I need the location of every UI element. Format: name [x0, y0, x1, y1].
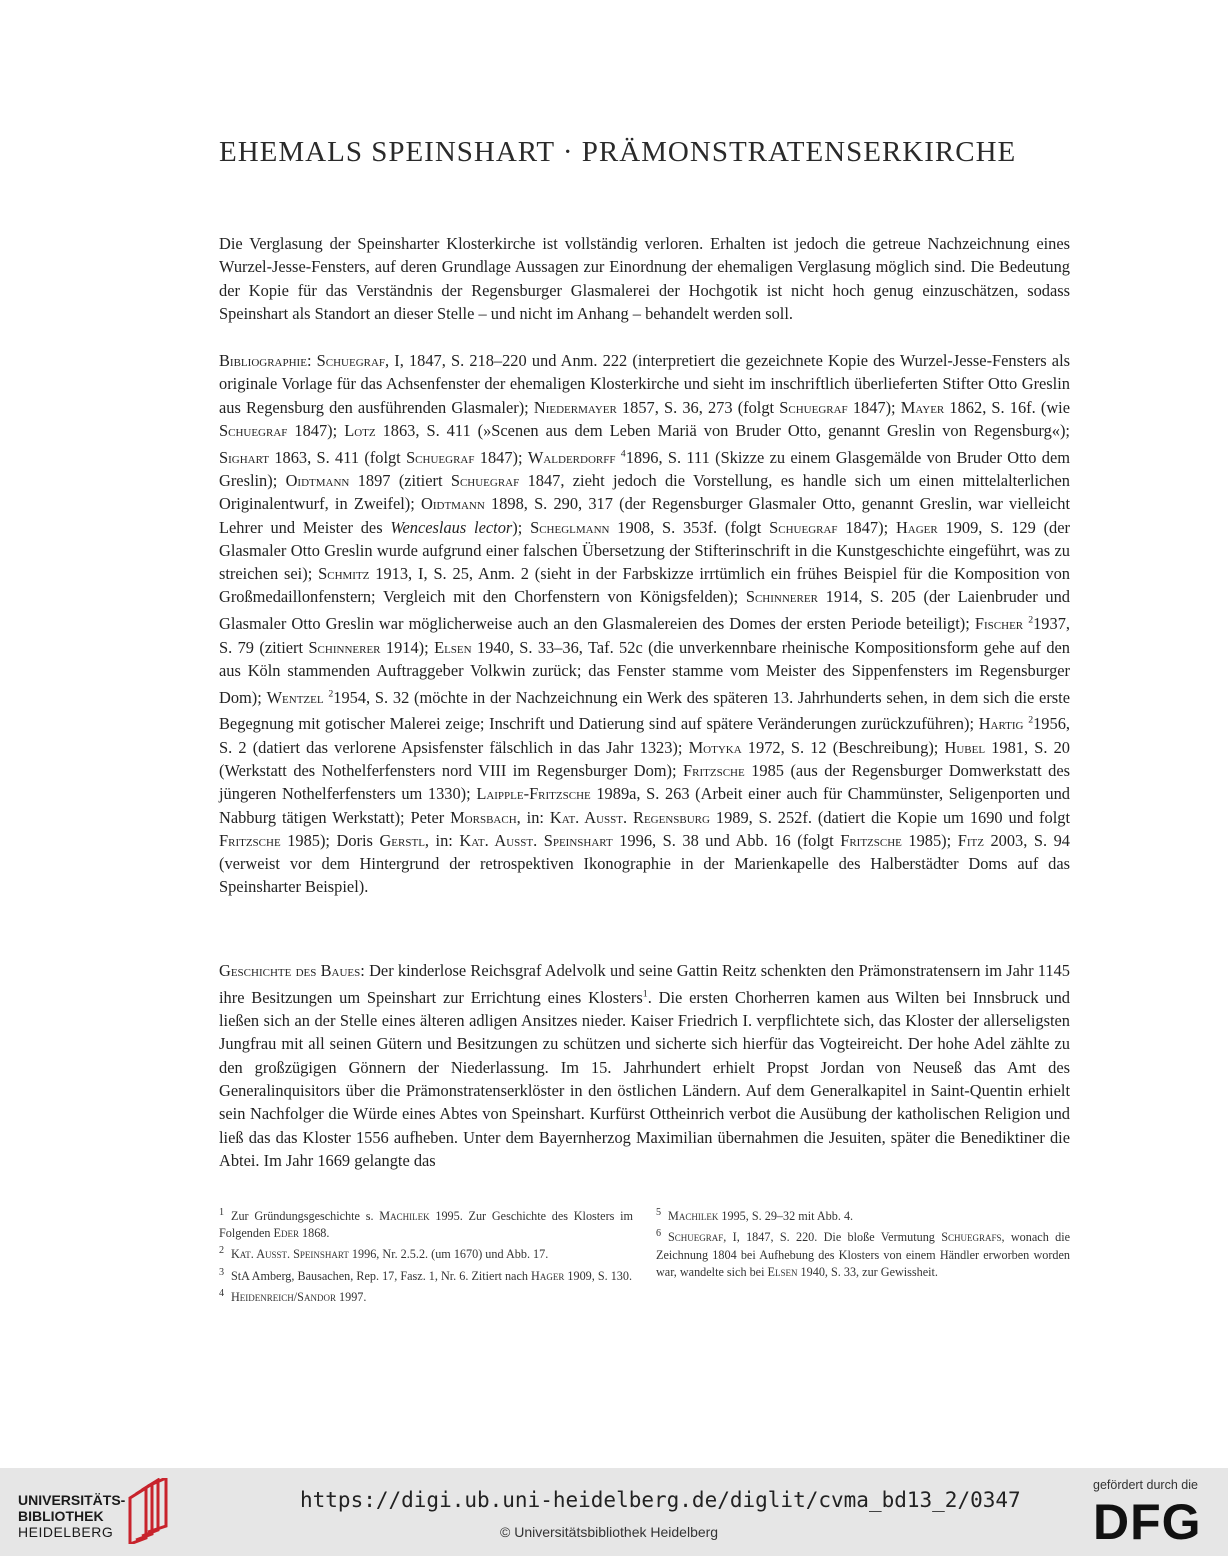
ub-heidelberg-wordmark[interactable]: [18, 1492, 125, 1540]
text-run: 1937, S. 79 (zitiert: [219, 614, 1070, 657]
footnote: [656, 1204, 1070, 1225]
footnote: [219, 1204, 633, 1242]
author-name: Schinnerer: [308, 637, 381, 657]
text-run: StA Amberg, Bausachen, Rep. 17, Fasz. 1, Nr. 6. Zitiert nach: [231, 1268, 532, 1283]
author-name: Mayer: [900, 397, 945, 417]
text-run: 1940, S. 33, zur Gewissheit.: [797, 1264, 938, 1279]
text-run: 1985 (aus der Regensburger Domwerkstatt des jüngeren Nothelferfensters um 1330);: [219, 760, 1071, 804]
footnote-number: 3: [219, 1266, 225, 1278]
superscript: 1: [642, 988, 648, 1000]
author-name: Schuegraf: [779, 397, 848, 417]
text-run: 1985);: [901, 830, 958, 850]
author-name: Laipple-Fritzsche: [476, 784, 591, 804]
superscript: 2: [1028, 714, 1034, 726]
text-run: 1972, S. 12 (Beschreibung);: [741, 737, 945, 757]
bibliography-label: Bibliographie: [219, 351, 307, 370]
author-name: Heidenreich/Sandor: [231, 1290, 336, 1305]
footnote: [219, 1285, 633, 1306]
author-name: Machilek: [379, 1209, 430, 1224]
author-name: Hager: [531, 1268, 565, 1283]
footnote-number: 4: [219, 1288, 225, 1299]
author-name: Kat. Ausst. Speinshart: [231, 1247, 349, 1262]
text-run: );: [512, 517, 531, 537]
text-run: , I, 1847, S. 220. Die bloße Vermutung: [723, 1230, 942, 1245]
text-run: 1897 (zitiert: [349, 470, 451, 490]
text-run: , in:: [516, 807, 550, 827]
text-run: 1868.: [298, 1226, 330, 1241]
text-run: 1908, S. 353f. (folgt: [609, 517, 770, 537]
text-run: 1985); Doris: [280, 830, 380, 850]
author-name: Elsen: [767, 1264, 798, 1279]
author-name: Machilek: [668, 1209, 719, 1224]
author-name: Elsen: [434, 637, 472, 657]
text-run: , in:: [424, 830, 460, 850]
author-name: Schuegraf: [769, 517, 838, 537]
footnotes: [219, 1204, 1070, 1306]
footnote-number: 2: [219, 1245, 225, 1257]
author-name: Gerstl: [379, 830, 425, 850]
author-name: Hager: [895, 517, 938, 537]
text-run: 1913, I, S. 25, Anm. 2 (sieht in der Farbskizze irrtümlich ein frühes Beispiel für die Komposition von Großmedaillonfenstern; Vergleich mit den Chorfenstern von Königsfelden);: [219, 564, 1070, 607]
author-name: Kat. Ausst. Speinshart: [459, 830, 613, 850]
text-run: 1909, S. 129 (der Glasmaler Otto Greslin wurde aufgrund einer falschen Übersetzung der Stifterinschrift in die Kunstgeschichte eingeführt, was zu streichen sei);: [219, 517, 1070, 584]
author-name: Walderdorff: [527, 447, 616, 467]
intro-paragraph: Die Verglasung der Speinsharter Klosterkirche ist vollständig verloren. Erhalten ist jedoch die getreue Nachzeichnung eines Wurzel-Jesse-Fensters, auf deren Grundlage Aussagen zur Einordnung der ehemaligen Verglasung möglich sind. Die Bedeutung der Kopie für das Verständnis der Regensburger Glasmalerei der Hochgotik ist nicht hoch genug einzuschätzen, sodass Speinshart als Standort an dieser Stelle – und nicht im Anhang – behandelt werden soll.: [219, 234, 1070, 323]
text-run: 1847);: [847, 397, 901, 417]
history-text: [219, 961, 1070, 1170]
text-run: 1989a, S. 263 (Arbeit einer auch für Chammünster, Seligenporten und Nabburg tätigen Werkstatt); Peter: [219, 784, 1070, 827]
text-run: 1914, S. 205 (der Laienbruder und Glasmaler Otto Greslin war möglicherweise auch an den Glasmalereien des Domes der ersten Periode beteiligt);: [219, 587, 1071, 634]
footnote: [656, 1225, 1070, 1281]
text-run: Der kinderlose Reichsgraf Adelvolk und seine Gattin Reitz schenkten den Prämonstratensern im Jahr 1145 ihre Besitzungen um Speinshart zur Errichtung eines Klosters: [219, 961, 1070, 1007]
author-name: Motyka: [688, 737, 742, 757]
footnote-number: 5: [656, 1207, 662, 1218]
text-run: 1896, S. 111 (Skizze zu einem Glasgemälde von Bruder Otto dem Greslin);: [219, 447, 1070, 490]
text-run: Zur Gründungsgeschichte s.: [231, 1209, 380, 1224]
text-run: 1940, S. 33–36, Taf. 52c (die unverkennbare rheinische Kompositionsform gehe auf den aus Köln stammenden Auftraggeber Volkwin zurück; das Fenster stamme vom Meister des Sippenfensters im Regensburger Dom);: [219, 637, 1070, 707]
text-run: 1863, S. 411 (folgt: [269, 447, 407, 467]
dfg-caption: gefördert durch die: [1093, 1478, 1198, 1492]
text-run: 1995. Zur Geschichte des Klosters im Folgenden: [219, 1209, 633, 1241]
superscript: 2: [328, 688, 334, 700]
author-name: Scheglmann: [530, 517, 610, 537]
text-run: 1995, S. 29–32 mit Abb. 4.: [718, 1209, 854, 1224]
footnote: [219, 1242, 633, 1263]
page-title: EHEMALS SPEINSHART · PRÄMONSTRATENSERKIRCHE: [219, 136, 1017, 168]
text-run: , I, 1847, S. 218–220 und Anm. 222 (interpretiert die gezeichnete Kopie des Wurzel-Jesse-Fensters als originale Vorlage für das Achsenfenster der ehemaligen Klosterkirche und sieht im inschriftlich überlieferten Stifter Otto Greslin aus Regensburg den ausführenden Glasmaler);: [219, 351, 1071, 417]
copyright-notice: © Universitätsbibliothek Heidelberg: [500, 1524, 719, 1540]
author-name: Hartig: [978, 714, 1024, 734]
text-run: 1898, S. 290, 317 (der Regensburger Glasmaler Otto, genannt Greslin, war vielleicht Lehrer und Meister des: [219, 494, 1070, 537]
superscript: 2: [1028, 614, 1034, 626]
footer-bar: [0, 1468, 1228, 1556]
author-name: Schuegraf: [406, 447, 475, 467]
author-name: Fischer: [974, 614, 1024, 634]
author-name: Schuegrafs: [941, 1230, 1002, 1245]
permalink-url[interactable]: https://digi.ub.uni-heidelberg.de/diglit/cvma_bd13_2/0347: [300, 1488, 1021, 1512]
footnotes-right-column: [656, 1204, 1070, 1306]
text-run: 1863, S. 411 (»Scenen aus dem Leben Mariä von Bruder Otto, genannt Greslin von Regensburg«);: [375, 420, 1070, 440]
text-run: , wonach die Zeichnung 1804 bei Aufhebung des Klosters von einem Händler erworben worden war, wandelte sich bei: [656, 1230, 1070, 1279]
text-run: 1981, S. 20 (Werkstatt des Nothelferfensters nord VIII im Regensburger Dom);: [219, 737, 1070, 780]
text-run: 1847);: [837, 517, 896, 537]
ub-book-logo-icon[interactable]: [124, 1478, 170, 1544]
text-run: 2003, S. 94 (verweist vor dem Hintergrund der retrospektiven Ikonographie in der Marienkapelle des Halberstädter Doms auf das Speinsharter Beispiel).: [219, 830, 1070, 897]
text-run: 1909, S. 130.: [564, 1268, 633, 1283]
text-run: 1997.: [335, 1290, 367, 1305]
author-name: Fitz: [957, 830, 984, 850]
footnote: [219, 1264, 633, 1285]
bibliography-text: [219, 351, 1070, 896]
author-name: Schuegraf: [668, 1230, 724, 1245]
author-name: Morsbach: [450, 807, 517, 827]
author-name: Oidtmann: [285, 470, 350, 490]
bibliography-paragraph: Bibliographie: Schuegraf, I, 1847, S. 218–220 und Anm. 222 (interpretiert die gezeichnete Kopie des Wurzel-Jesse-Fensters als originale Vorlage für das Achsenfenster der ehemaligen Klosterkirche und sieht im inschriftlich überlieferten Stifter Otto Greslin aus Regensburg den ausführenden Glasmaler); Niedermayer 1857, S. 36, 273 (folgt Schuegraf 1847); Mayer 1862, S. 16f. (wie Schuegraf 1847); Lotz 1863, S. 411 (»Scenen aus dem Leben Mariä von Bruder Otto, genannt Greslin von Regensburg«); Sighart 1863, S. 411 (folgt Schuegraf 1847); Walderdorff $^4$1896, S. 111 (Skizze zu einem Glasgemälde von Bruder Otto dem Greslin); Oidtmann 1897 (zitiert Schuegraf 1847, zieht jedoch die Vorstellung, es handle sich um einen mittelalterlichen Originalentwurf, in Zweifel); Oidtmann 1898, S. 290, 317 (der Regensburger Glasmaler Otto, genannt Greslin, war vielleicht Lehrer und Meister des Wenceslaus lector); Scheglmann 1908, S. 353f. (folgt Schuegraf 1847); Hager 1909, S. 129 (der Glasmaler Otto Greslin wurde aufgrund einer falschen Übersetzung der Stifterinschrift in die Kunstgeschichte eingeführt, was zu streichen sei); Schmitz 1913, I, S. 25, Anm. 2 (sieht in der Farbskizze irrtümlich ein frühes Beispiel für die Komposition von Großmedaillonfenstern; Vergleich mit den Chorfenstern von Königsfelden); Schinnerer 1914, S. 205 (der Laienbruder und Glasmaler Otto Greslin war möglicherweise auch an den Glasmalereien des Domes der ersten Periode beteiligt); Fischer $^2$1937, S. 79 (zitiert Schinnerer 1914); Elsen 1940, S. 33–36, Taf. 52c (die unverkennbare rheinische Kompositionsform gehe auf den aus Köln stammenden Auftraggeber Volkwin zurück; das Fenster stamme vom Meister des Sippenfensters im Regensburger Dom); Wentzel $^2$1954, S. 32 (möchte in der Nachzeichnung ein Werk des späteren 13. Jahrhunderts sehen, in dem sich die erste Begegnung mit gotischer Malerei zeige; Inschrift und Datierung sind auf spätere Veränderungen zurückzuführen); Hartig $^2$1956, S. 2 (datiert das verlorene Apsisfenster fälschlich in das Jahr 1323); Motyka 1972, S. 12 (Beschreibung); Hubel 1981, S. 20 (Werkstatt des Nothelferfensters nord VIII im Regensburger Dom); Fritzsche 1985 (aus der Regensburger Domwerkstatt des jüngeren Nothelferfensters um 1330); Laipple-Fritzsche 1989a, S. 263 (Arbeit einer auch für Chammünster, Seligenporten und Nabburg tätigen Werkstatt); Peter Morsbach, in: Kat. Ausst. Regensburg 1989, S. 252f. (datiert die Kopie um 1690 und folgt Fritzsche 1985); Doris Gerstl, in: Kat. Ausst. Speinshart 1996, S. 38 und Abb. 16 (folgt Fritzsche 1985); Fitz 2003, S. 94 (verweist vor dem Hintergrund der retrospektiven Ikonographie in der Marienkapelle des Halberstädter Doms auf das Speinsharter Beispiel).: [219, 351, 1071, 897]
italic-text: Wenceslaus lector: [390, 517, 513, 537]
author-name: Oidtmann: [421, 494, 485, 514]
ub-line-2: BIBLIOTHEK: [18, 1508, 104, 1524]
text-run: 1862, S. 16f. (wie: [944, 397, 1070, 417]
text-run: 1847);: [287, 420, 345, 440]
ub-line-1: UNIVERSITÄTS-: [18, 1492, 126, 1508]
text-run: 1956, S. 2 (datiert das verlorene Apsisfenster fälschlich in das Jahr 1323);: [219, 714, 1070, 757]
footnotes-left-column: [219, 1204, 633, 1306]
text-run: 1914);: [380, 637, 435, 657]
dfg-logo[interactable]: DFG: [1093, 1494, 1202, 1550]
author-name: Hubel: [944, 737, 986, 757]
author-name: Wentzel: [266, 687, 324, 707]
text-run: 1954, S. 32 (möchte in der Nachzeichnung ein Werk des späteren 13. Jahrhunderts sehen, in dem sich die erste Begegnung mit gotischer Malerei zeige; Inschrift und Datierung sind auf spätere Veränderungen zurückzuführen);: [219, 687, 1070, 734]
superscript: 4: [620, 448, 626, 460]
author-name: Fritzsche: [219, 830, 281, 850]
author-name: Schuegraf: [219, 420, 288, 440]
footnote-number: 6: [656, 1228, 662, 1240]
author-name: Eder: [273, 1226, 299, 1241]
author-name: Fritzsche: [683, 760, 745, 780]
ub-line-3: HEIDELBERG: [18, 1524, 114, 1540]
author-name: Schmitz: [318, 564, 370, 584]
text-run: 1996, Nr. 2.5.2. (um 1670) und Abb. 17.: [348, 1247, 549, 1262]
author-name: Lotz: [344, 420, 376, 440]
history-label: Geschichte des Baues: [219, 961, 361, 980]
text-run: 1847);: [474, 447, 528, 467]
author-name: Kat. Ausst. Regensburg: [549, 807, 710, 827]
text-run: 1989, S. 252f. (datiert die Kopie um 1690 und folgt: [709, 807, 1070, 827]
footnote-number: 1: [219, 1207, 225, 1218]
author-name: Fritzsche: [840, 830, 902, 850]
text-run: 1847, zieht jedoch die Vorstellung, es handle sich um einen mittelalterlichen Originalentwurf, in Zweifel);: [219, 470, 1070, 514]
author-name: Schuegraf: [316, 351, 386, 370]
text-run: . Die ersten Chorherren kamen aus Wilten bei Innsbruck und ließen sich an der Stelle eines älteren adligen Ansitzes nieder. Kaiser Friedrich I. verpflichtete sich, das Kloster der allerseligsten Jungfrau mit all seinen Gütern und Besitzungen zu schützen und sicherte sich hierfür das Vogteireicht. Der hohe Adel zählte zu den großzügigen Gönnern der Niederlassung. Im 15. Jahrhundert erhielt Propst Jordan von Neuseß das Amt des Generalinquisitors über die Prämonstratenserklöster in den östlichen Ländern. Auf dem Generalkapitel in Saint-Quentin erhielt sein Nachfolger die Würde eines Abtes von Speinshart. Kurfürst Ottheinrich verbot die Ausübung der katholischen Religion und ließ das das Kloster 1556 aufheben. Unter dem Bayernherzog Maximilian übernahmen die Jesuiten, später die Benediktiner die Abtei. Im Jahr 1669 gelangte das: [219, 987, 1070, 1170]
text-run: 1857, S. 36, 273 (folgt: [616, 397, 780, 417]
author-name: Schinnerer: [745, 587, 818, 607]
author-name: Schuegraf: [450, 470, 520, 490]
text-run: 1996, S. 38 und Abb. 16 (folgt: [612, 830, 841, 850]
author-name: Sighart: [219, 447, 270, 467]
history-paragraph: Geschichte des Baues: Der kinderlose Reichsgraf Adelvolk und seine Gattin Reitz schenkten den Prämonstratensern im Jahr 1145 ihre Besitzungen um Speinshart zur Errichtung eines Klosters$^1$. Die ersten Chorherren kamen aus Wilten bei Innsbruck und ließen sich an der Stelle eines älteren adligen Ansitzes nieder. Kaiser Friedrich I. verpflichtete sich, das Kloster der allerseligsten Jungfrau mit all seinen Gütern und Besitzungen zu schützen und sicherte sich hierfür das Vogteireicht. Der hohe Adel zählte zu den großzügigen Gönnern der Niederlassung. Im 15. Jahrhundert erhielt Propst Jordan von Neuseß das Amt des Generalinquisitors über die Prämonstratenserklöster in den östlichen Ländern. Auf dem Generalkapitel in Saint-Quentin erhielt sein Nachfolger die Würde eines Abtes von Speinshart. Kurfürst Ottheinrich verbot die Ausübung der katholischen Religion und ließ das das Kloster 1556 aufheben. Unter dem Bayernherzog Maximilian übernahmen die Jesuiten, später die Benediktiner die Abtei. Im Jahr 1669 gelangte das: [219, 961, 1070, 1170]
author-name: Niedermayer: [533, 397, 617, 417]
